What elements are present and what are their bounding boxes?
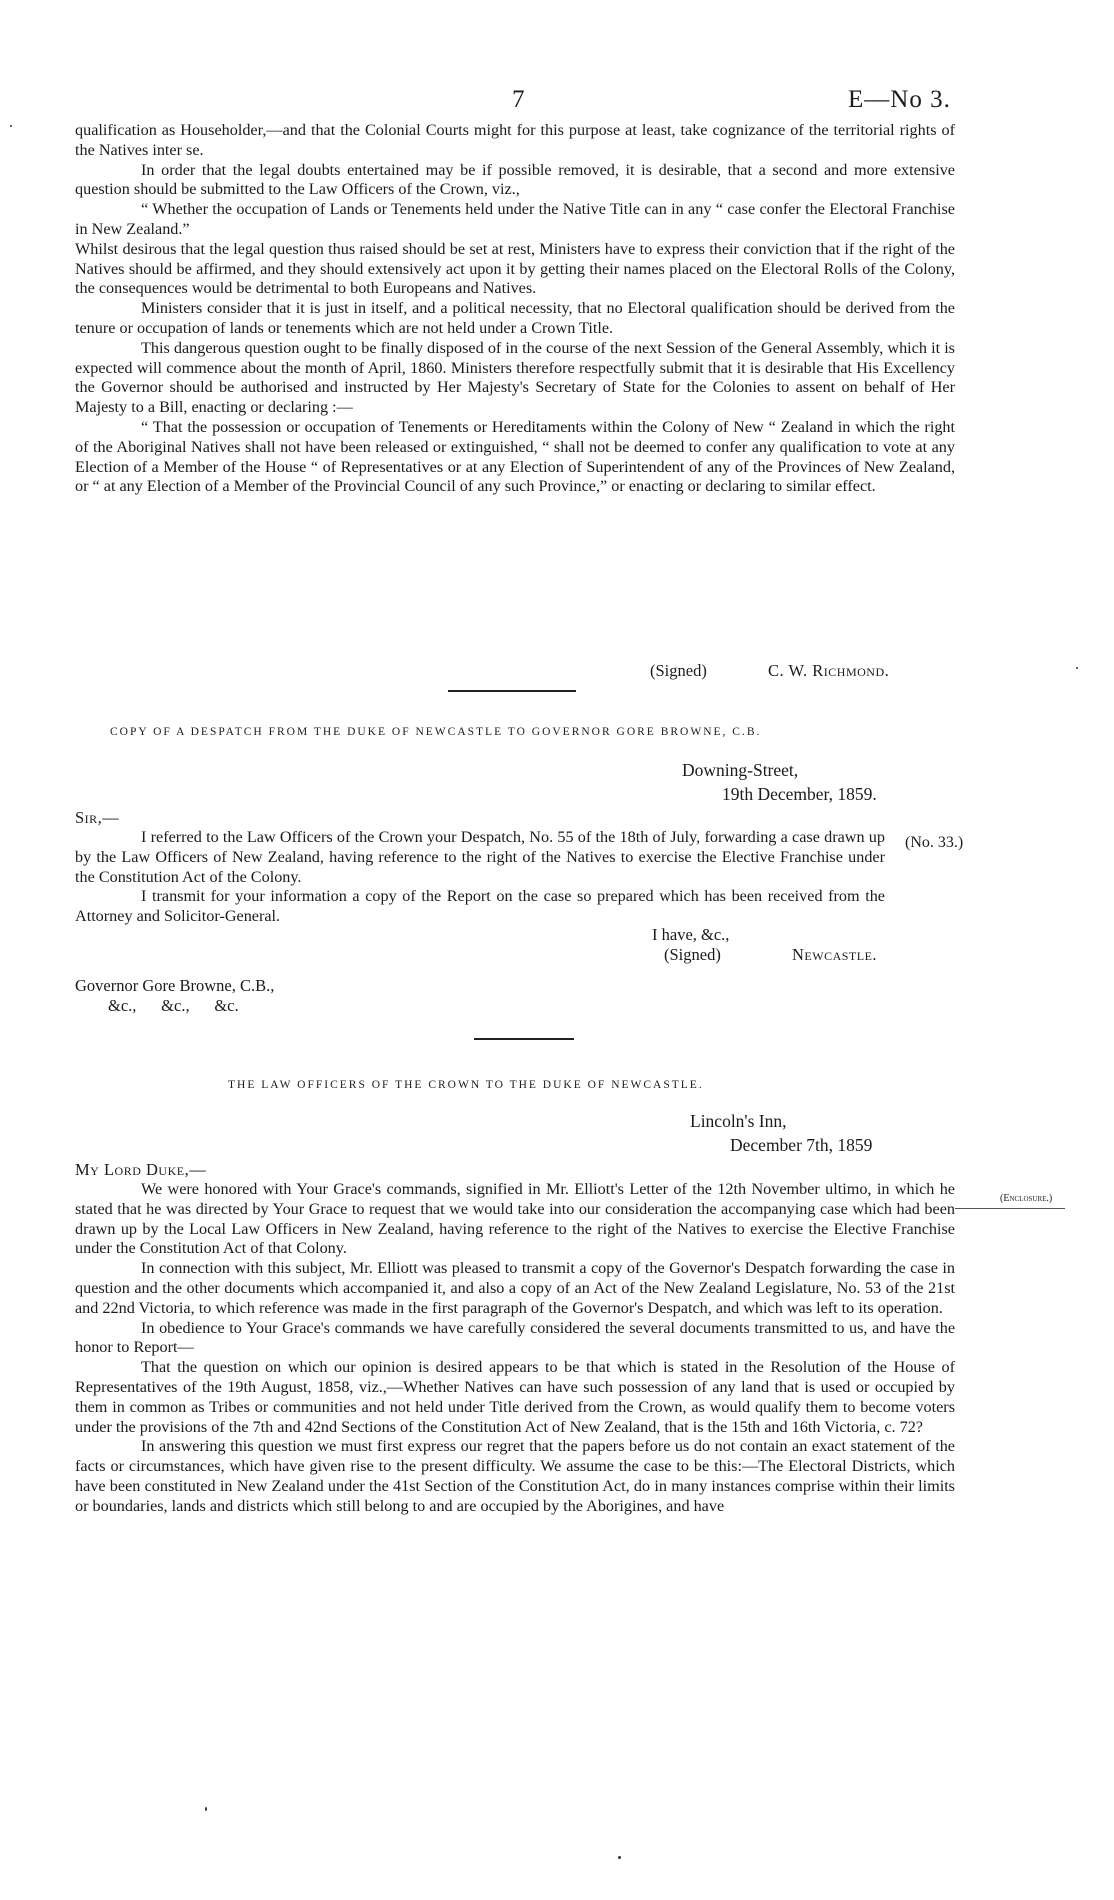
despatch-signatory: Newcastle. xyxy=(792,945,878,964)
report-paragraph: In obedience to Your Grace's commands we have carefully considered the several documents transmitted to us, and have the honor to Report— xyxy=(75,1318,955,1357)
scan-speck xyxy=(10,125,12,127)
scan-speck xyxy=(618,1856,621,1859)
report-heading: THE LAW OFFICERS OF THE CROWN TO THE DUKE OF NEWCASTLE. xyxy=(228,1079,704,1091)
memo-paragraph: Ministers consider that it is just in itself, and a political necessity, that no Electoral qualification should be derived from the tenure or occupation of lands or tenements which are not held under a Crown Title. xyxy=(75,299,955,337)
despatch-salutation: Sir,— xyxy=(75,808,120,827)
memo-signed-label: (Signed) xyxy=(650,661,707,680)
memo-paragraph: qualification as Householder,—and that the Colonial Courts might for this purpose at least, take cognizance of the territorial rights of the Natives inter se. xyxy=(75,121,955,159)
report-place: Lincoln's Inn, xyxy=(690,1111,787,1131)
memo-paragraph: In order that the legal doubts entertained may be if possible removed, it is desirable, that a second and more extensive question should be submitted to the Law Officers of the Crown, viz., xyxy=(75,160,955,199)
report-body xyxy=(75,1180,955,1517)
despatch-place: Downing-Street, xyxy=(682,760,799,780)
despatch-date: 19th December, 1859. xyxy=(722,784,877,804)
memo-paragraph: This dangerous question ought to be finally disposed of in the course of the next Session of the General Assembly, which it is expected will commence about the month of April, 1860. Ministers therefore respectfully submit that it is desirable that His Excellency the Governor should be authorised and instructed by Her Majesty's Secretary of State for the Colonies to assent on behalf of Her Majesty to a Bill, enacting or declaring :— xyxy=(75,338,955,417)
despatch-paragraph: I transmit for your information a copy of the Report on the case so prepared which has been received from the Attorney and Solicitor-General. xyxy=(75,887,885,926)
despatch-margin-ref: (No. 33.) xyxy=(905,834,964,851)
page-number: 7 xyxy=(512,86,525,113)
report-date: December 7th, 1859 xyxy=(730,1135,873,1155)
margin-underline xyxy=(955,1208,1065,1209)
memo-quote: “ That the possession or occupation of Tenements or Hereditaments within the Colony of New “ Zealand in which the right of the Aboriginal Natives shall not have been released or extinguished, “ shall not be deemed to confer any qualification to vote at any Election of a Member of the House “ of Representatives or at any Election of Superintendent of any of the Provinces of New Zealand, or “ at any Election of a Member of the Provincial Council of any such Province,” or enacting or declaring to similar effect. xyxy=(75,417,955,496)
report-paragraph: In answering this question we must first express our regret that the papers before us do not contain an exact statement of the facts or circumstances, which have given rise to the present difficulty. We assume the case to be this:—The Electoral Districts, which have been constituted in New Zealand under the 41st Section of the Constitution Act, do in many instances comprise within their limits or boundaries, lands and districts which still belong to and are occupied by the Aborigines, and have xyxy=(75,1437,955,1515)
despatch-paragraph: I referred to the Law Officers of the Crown your Despatch, No. 55 of the 18th of July, forwarding a case drawn up by the Law Officers of New Zealand, having reference to the right of the Natives to exercise the Elective Franchise under the Constitution Act of the Colony. xyxy=(75,828,885,886)
section-divider xyxy=(448,690,576,692)
report-salutation: My Lord Duke,— xyxy=(75,1160,207,1179)
despatch-signed-label: (Signed) xyxy=(664,945,721,964)
report-paragraph: In connection with this subject, Mr. Elliott was pleased to transmit a copy of the Governor's Despatch forwarding the case in question and the other documents which accompanied it, and also a copy of an Act of the New Zealand Legislature, No. 53 of the 21st and 22nd Victoria, to which reference was made in the first paragraph of the Governor's Despatch, and which was left to its operation. xyxy=(75,1259,955,1317)
memo-body xyxy=(75,121,955,497)
memo-paragraph: Whilst desirous that the legal question thus raised should be set at rest, Ministers have to express their conviction that if the right of the Natives should be affirmed, and they should extensively act upon it by getting their names placed on the Electoral Rolls of the Colony, the consequences would be detrimental to both Europeans and Natives. xyxy=(75,239,955,298)
memo-signatory: C. W. Richmond. xyxy=(768,661,890,680)
despatch-addressee-etc: &c., &c., &c. xyxy=(108,996,239,1015)
scan-speck xyxy=(1076,667,1078,669)
document-reference: E—No 3. xyxy=(848,86,951,113)
report-paragraph: That the question on which our opinion is desired appears to be that which is stated in the Resolution of the House of Representatives of the 19th August, 1858, viz.,—Whether Natives can have such possession of any land that is used or occupied by them in common as Tribes or communities and not held under Title derived from the Crown, as would qualify them to become voters under the provisions of the 7th and 42nd Sections of the Constitution Act of New Zealand, that is the 15th and 16th Victoria, c. 72? xyxy=(75,1358,955,1436)
despatch-heading: COPY OF A DESPATCH FROM THE DUKE OF NEWCASTLE TO GOVERNOR GORE BROWNE, C.B. xyxy=(110,726,762,738)
scan-speck xyxy=(205,1807,207,1811)
section-divider xyxy=(474,1038,574,1040)
report-margin-ref: (Enclosure.) xyxy=(1000,1193,1053,1204)
report-paragraph: We were honored with Your Grace's commands, signified in Mr. Elliott's Letter of the 12th November ultimo, in which he stated that he was directed by Your Grace to request that we would take into our consideration the accompanying case which had been drawn up by the Local Law Officers in New Zealand, having reference to the right of the Natives to exercise the Elective Franchise under the Constitution Act of that Colony. xyxy=(75,1180,955,1258)
despatch-closing: I have, &c., xyxy=(652,925,730,944)
memo-quote: “ Whether the occupation of Lands or Tenements held under the Native Title can in any “ case confer the Electoral Franchise in New Zealand.” xyxy=(75,200,955,238)
despatch-body xyxy=(75,828,885,927)
despatch-addressee: Governor Gore Browne, C.B., xyxy=(75,976,275,995)
